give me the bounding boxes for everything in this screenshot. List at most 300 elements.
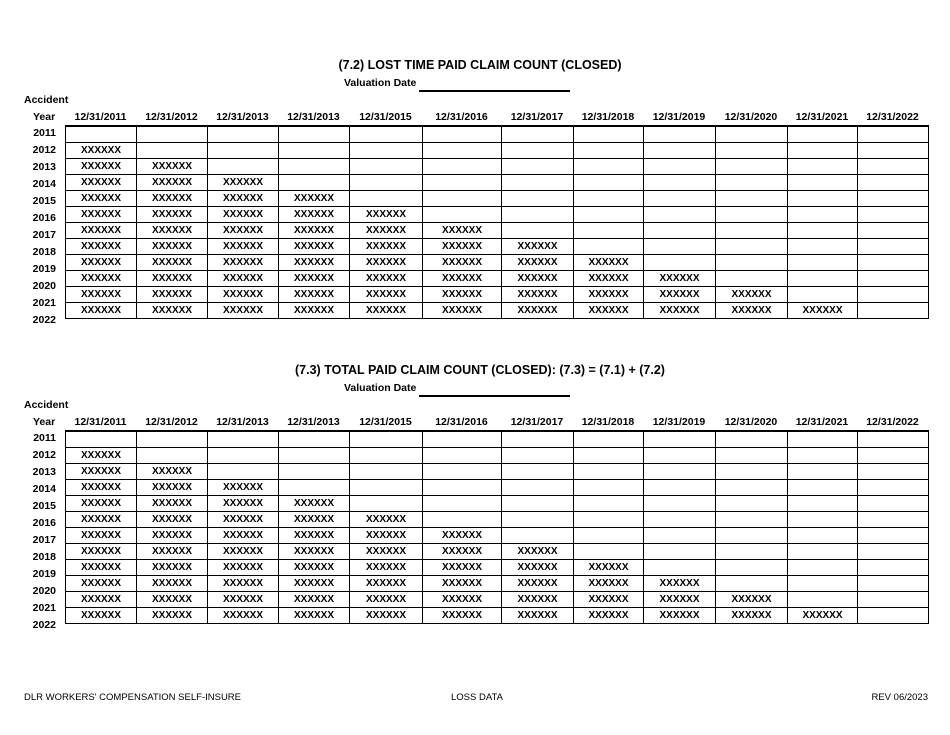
table-cell: XXXXXX (716, 287, 788, 303)
table-cell: XXXXXX (716, 608, 788, 624)
table-cell: XXXXXX (574, 576, 644, 592)
table-cell: XXXXXX (279, 303, 350, 319)
column-header: 12/31/2013 (216, 416, 269, 428)
table-cell (858, 191, 929, 207)
table-cell (502, 175, 574, 191)
valuation-date-line (419, 395, 570, 397)
table-cell: XXXXXX (208, 175, 279, 191)
table-cell (502, 126, 574, 143)
table-cell: XXXXXX (66, 223, 137, 239)
table-cell: XXXXXX (137, 287, 208, 303)
table-cell: XXXXXX (502, 239, 574, 255)
table-cell (716, 512, 788, 528)
table-cell (574, 544, 644, 560)
table-cell (858, 126, 929, 143)
table-cell (716, 496, 788, 512)
table-cell: XXXXXX (66, 544, 137, 560)
column-header: 12/31/2020 (724, 416, 778, 428)
table-cell: XXXXXX (423, 544, 502, 560)
table-cell (279, 480, 350, 496)
table-row (66, 576, 929, 592)
table-cell (788, 126, 858, 143)
table-cell: XXXXXX (350, 592, 423, 608)
table-cell (788, 560, 858, 576)
table-cell: XXXXXX (350, 528, 423, 544)
table-cell: XXXXXX (502, 255, 574, 271)
table-cell: XXXXXX (279, 496, 350, 512)
table-cell: XXXXXX (66, 592, 137, 608)
table-cell: XXXXXX (644, 576, 716, 592)
table-cell: XXXXXX (137, 303, 208, 319)
accident-year-label: 2020 (32, 280, 56, 292)
column-header: 12/31/2013 (287, 111, 340, 123)
column-header: 12/31/2018 (581, 416, 635, 428)
column-header: 12/31/2022 (866, 111, 919, 123)
column-header: 12/31/2013 (216, 111, 269, 123)
table-cell: XXXXXX (66, 576, 137, 592)
table-row (66, 239, 929, 255)
table-cell: XXXXXX (423, 528, 502, 544)
table-cell: XXXXXX (423, 576, 502, 592)
table-cell (858, 496, 929, 512)
table-cell: XXXXXX (137, 496, 208, 512)
table-cell: XXXXXX (423, 560, 502, 576)
table-cell: XXXXXX (137, 512, 208, 528)
accident-year-label: 2015 (32, 195, 56, 207)
table-cell: XXXXXX (208, 560, 279, 576)
table-cell (350, 159, 423, 175)
table-cell: XXXXXX (66, 143, 137, 159)
table-cell (350, 464, 423, 480)
column-header: 12/31/2017 (510, 111, 564, 123)
accident-year-label: 2019 (32, 568, 56, 580)
table-cell (788, 175, 858, 191)
table-cell: XXXXXX (66, 528, 137, 544)
table-cell (574, 223, 644, 239)
table-cell: XXXXXX (137, 576, 208, 592)
table-cell (858, 431, 929, 448)
table-cell: XXXXXX (279, 544, 350, 560)
accident-year-label: 2022 (32, 314, 56, 326)
table-cell: XXXXXX (574, 255, 644, 271)
table-cell (208, 464, 279, 480)
table-cell (502, 223, 574, 239)
table-cell: XXXXXX (279, 512, 350, 528)
table-cell: XXXXXX (350, 544, 423, 560)
table-cell (350, 496, 423, 512)
table-cell: XXXXXX (208, 480, 279, 496)
table-cell: XXXXXX (66, 448, 137, 464)
table-cell (502, 431, 574, 448)
table-cell (788, 223, 858, 239)
table-cell: XXXXXX (574, 303, 644, 319)
column-header: 12/31/2021 (795, 416, 849, 428)
table-cell (423, 159, 502, 175)
table-cell: XXXXXX (208, 207, 279, 223)
table-cell (716, 175, 788, 191)
table-cell: XXXXXX (66, 560, 137, 576)
table-cell: XXXXXX (137, 592, 208, 608)
table-cell: XXXXXX (66, 271, 137, 287)
table-cell (279, 126, 350, 143)
column-header: 12/31/2019 (652, 111, 706, 123)
table-cell (137, 143, 208, 159)
accident-year-label: 2012 (32, 144, 56, 156)
table-cell (644, 480, 716, 496)
accident-year-label: 2013 (32, 161, 56, 173)
table-cell (423, 496, 502, 512)
table-cell (788, 143, 858, 159)
table-cell (716, 239, 788, 255)
table-cell: XXXXXX (279, 608, 350, 624)
table-cell (644, 496, 716, 512)
table-cell: XXXXXX (502, 608, 574, 624)
table-cell: XXXXXX (644, 287, 716, 303)
column-header: 12/31/2022 (866, 416, 919, 428)
accident-year-label: 2015 (32, 500, 56, 512)
table-cell: XXXXXX (208, 528, 279, 544)
table-row (66, 126, 929, 143)
table-cell (574, 431, 644, 448)
table-row (66, 303, 929, 319)
table-cell: XXXXXX (502, 544, 574, 560)
table-cell (716, 544, 788, 560)
table-cell (858, 576, 929, 592)
table-row (66, 544, 929, 560)
table-cell (716, 271, 788, 287)
table-cell (858, 271, 929, 287)
table-cell: XXXXXX (137, 528, 208, 544)
table-cell (858, 175, 929, 191)
table-cell (788, 207, 858, 223)
table-cell: XXXXXX (423, 255, 502, 271)
table-cell: XXXXXX (423, 303, 502, 319)
table-cell (423, 207, 502, 223)
table-row (66, 560, 929, 576)
table-cell: XXXXXX (350, 223, 423, 239)
table-cell (423, 480, 502, 496)
table-cell: XXXXXX (574, 287, 644, 303)
table-cell (644, 255, 716, 271)
table-cell (858, 464, 929, 480)
section-title: (7.2) LOST TIME PAID CLAIM COUNT (CLOSED) (338, 58, 622, 72)
table-cell: XXXXXX (66, 191, 137, 207)
table-cell: XXXXXX (279, 207, 350, 223)
table-cell (788, 496, 858, 512)
table-cell (644, 143, 716, 159)
table-cell: XXXXXX (137, 223, 208, 239)
table-cell (788, 464, 858, 480)
table-cell (502, 512, 574, 528)
table-cell (644, 560, 716, 576)
table-cell (208, 431, 279, 448)
table-cell: XXXXXX (66, 159, 137, 175)
table-cell (350, 480, 423, 496)
table-cell: XXXXXX (350, 271, 423, 287)
table-cell (788, 159, 858, 175)
table-cell: XXXXXX (66, 303, 137, 319)
table-cell: XXXXXX (279, 223, 350, 239)
footer-right: REV 06/2023 (871, 692, 928, 703)
claim-count-grid (65, 430, 929, 624)
section-title: (7.3) TOTAL PAID CLAIM COUNT (CLOSED): (7.3) = (7.1) + (7.2) (295, 363, 665, 377)
table-cell (788, 528, 858, 544)
table-cell (716, 255, 788, 271)
table-cell (858, 143, 929, 159)
table-row (66, 143, 929, 159)
accident-year-label: 2018 (32, 246, 56, 258)
table-cell (716, 480, 788, 496)
table-cell (788, 287, 858, 303)
table-cell (502, 480, 574, 496)
column-header: 12/31/2015 (359, 111, 412, 123)
table-cell: XXXXXX (574, 560, 644, 576)
table-row (66, 528, 929, 544)
table-row (66, 271, 929, 287)
table-cell (279, 159, 350, 175)
column-header: 12/31/2011 (74, 416, 127, 428)
table-cell (502, 448, 574, 464)
table-cell (716, 560, 788, 576)
accident-year-label: 2011 (33, 127, 56, 139)
table-cell (716, 448, 788, 464)
table-cell (350, 448, 423, 464)
table-cell (716, 576, 788, 592)
table-cell: XXXXXX (137, 271, 208, 287)
table-cell (716, 126, 788, 143)
table-cell (574, 480, 644, 496)
table-cell: XXXXXX (716, 303, 788, 319)
accident-year-label: 2022 (32, 619, 56, 631)
table-cell (644, 159, 716, 175)
table-cell (137, 126, 208, 143)
claim-count-grid (65, 125, 929, 319)
table-cell (788, 512, 858, 528)
table-cell (423, 126, 502, 143)
table-cell (644, 175, 716, 191)
table-cell: XXXXXX (350, 560, 423, 576)
accident-year-label: 2012 (32, 449, 56, 461)
accident-year-label: 2021 (32, 297, 56, 309)
table-cell: XXXXXX (66, 480, 137, 496)
table-cell (716, 191, 788, 207)
table-cell (644, 448, 716, 464)
table-cell (574, 126, 644, 143)
table-cell (350, 431, 423, 448)
table-cell (574, 191, 644, 207)
table-cell: XXXXXX (423, 223, 502, 239)
accident-year-label: 2011 (33, 432, 56, 444)
table-cell (208, 159, 279, 175)
table-cell: XXXXXX (423, 287, 502, 303)
table-cell: XXXXXX (66, 207, 137, 223)
table-cell: XXXXXX (279, 287, 350, 303)
table-cell (279, 464, 350, 480)
table-cell (423, 175, 502, 191)
table-cell: XXXXXX (137, 255, 208, 271)
table-cell: XXXXXX (350, 303, 423, 319)
table-cell (279, 448, 350, 464)
accident-year-label: 2014 (32, 178, 56, 190)
table-cell: XXXXXX (423, 592, 502, 608)
table-cell: XXXXXX (279, 592, 350, 608)
table-cell (350, 191, 423, 207)
table-cell (423, 431, 502, 448)
table-cell: XXXXXX (66, 608, 137, 624)
column-header: 12/31/2021 (795, 111, 849, 123)
column-header: 12/31/2012 (145, 416, 198, 428)
footer-center: LOSS DATA (451, 692, 503, 703)
table-cell: XXXXXX (137, 544, 208, 560)
table-cell: XXXXXX (502, 592, 574, 608)
accident-year-label: 2016 (32, 517, 56, 529)
table-cell (502, 464, 574, 480)
table-cell: XXXXXX (66, 464, 137, 480)
table-cell (716, 528, 788, 544)
table-cell: XXXXXX (574, 608, 644, 624)
table-cell (858, 544, 929, 560)
table-cell: XXXXXX (279, 191, 350, 207)
table-cell (716, 207, 788, 223)
table-row (66, 480, 929, 496)
table-cell: XXXXXX (574, 592, 644, 608)
table-cell (858, 592, 929, 608)
table-row (66, 464, 929, 480)
table-cell (858, 608, 929, 624)
table-cell (66, 126, 137, 143)
table-cell (858, 159, 929, 175)
table-cell: XXXXXX (350, 207, 423, 223)
table-cell: XXXXXX (279, 560, 350, 576)
valuation-date-label: Valuation Date (344, 77, 417, 89)
table-cell (208, 448, 279, 464)
table-cell (350, 143, 423, 159)
table-cell (858, 255, 929, 271)
table-cell (502, 143, 574, 159)
table-cell: XXXXXX (208, 608, 279, 624)
table-cell (788, 448, 858, 464)
table-cell (502, 191, 574, 207)
valuation-date-line (419, 90, 570, 92)
table-row (66, 207, 929, 223)
year-header: Year (33, 111, 56, 123)
accident-year-label: 2016 (32, 212, 56, 224)
table-cell (788, 239, 858, 255)
accident-year-label: 2018 (32, 551, 56, 563)
accident-year-label: 2013 (32, 466, 56, 478)
table-cell (279, 143, 350, 159)
table-cell: XXXXXX (788, 608, 858, 624)
table-cell (788, 191, 858, 207)
table-row (66, 496, 929, 512)
table-cell (574, 512, 644, 528)
table-cell: XXXXXX (137, 159, 208, 175)
table-cell (423, 512, 502, 528)
table-cell: XXXXXX (208, 223, 279, 239)
table-cell: XXXXXX (788, 303, 858, 319)
table-cell (788, 576, 858, 592)
table-cell (502, 496, 574, 512)
table-cell (279, 431, 350, 448)
table-cell: XXXXXX (137, 608, 208, 624)
table-cell (788, 431, 858, 448)
column-header: 12/31/2012 (145, 111, 198, 123)
table-cell (644, 207, 716, 223)
table-cell: XXXXXX (350, 576, 423, 592)
table-cell: XXXXXX (350, 239, 423, 255)
table-cell (574, 448, 644, 464)
table-cell: XXXXXX (502, 303, 574, 319)
table-row (66, 287, 929, 303)
table-row (66, 223, 929, 239)
table-row (66, 431, 929, 448)
table-cell: XXXXXX (279, 576, 350, 592)
table-cell (574, 239, 644, 255)
table-cell: XXXXXX (279, 528, 350, 544)
table-cell: XXXXXX (66, 496, 137, 512)
column-header: 12/31/2017 (510, 416, 564, 428)
table-cell (716, 143, 788, 159)
column-header: 12/31/2016 (435, 111, 488, 123)
table-cell: XXXXXX (502, 271, 574, 287)
table-cell: XXXXXX (208, 512, 279, 528)
table-cell: XXXXXX (644, 592, 716, 608)
column-header: 12/31/2013 (287, 416, 340, 428)
table-cell: XXXXXX (279, 255, 350, 271)
table-cell: XXXXXX (279, 271, 350, 287)
table-cell (644, 528, 716, 544)
table-cell (423, 448, 502, 464)
table-cell (574, 175, 644, 191)
table-cell: XXXXXX (66, 287, 137, 303)
column-header: 12/31/2020 (724, 111, 778, 123)
year-header: Year (33, 416, 56, 428)
table-cell (644, 126, 716, 143)
table-cell (574, 143, 644, 159)
table-cell (423, 143, 502, 159)
table-cell: XXXXXX (66, 255, 137, 271)
table-cell (208, 143, 279, 159)
table-cell: XXXXXX (423, 271, 502, 287)
table-cell: XXXXXX (423, 239, 502, 255)
table-cell: XXXXXX (208, 271, 279, 287)
table-cell: XXXXXX (350, 512, 423, 528)
table-cell (574, 159, 644, 175)
table-cell (644, 191, 716, 207)
table-cell (716, 431, 788, 448)
table-cell (574, 528, 644, 544)
table-cell (137, 431, 208, 448)
table-row (66, 608, 929, 624)
table-cell: XXXXXX (137, 480, 208, 496)
table-cell (423, 464, 502, 480)
table-cell: XXXXXX (644, 271, 716, 287)
table-row (66, 592, 929, 608)
accident-year-label: 2021 (32, 602, 56, 614)
table-cell: XXXXXX (350, 287, 423, 303)
column-header: 12/31/2011 (74, 111, 127, 123)
table-cell: XXXXXX (66, 239, 137, 255)
table-cell: XXXXXX (644, 608, 716, 624)
table-cell (208, 126, 279, 143)
table-cell: XXXXXX (137, 175, 208, 191)
table-cell (716, 223, 788, 239)
column-header: 12/31/2019 (652, 416, 706, 428)
table-cell: XXXXXX (208, 239, 279, 255)
column-header: 12/31/2018 (581, 111, 635, 123)
table-cell: XXXXXX (644, 303, 716, 319)
table-row (66, 448, 929, 464)
